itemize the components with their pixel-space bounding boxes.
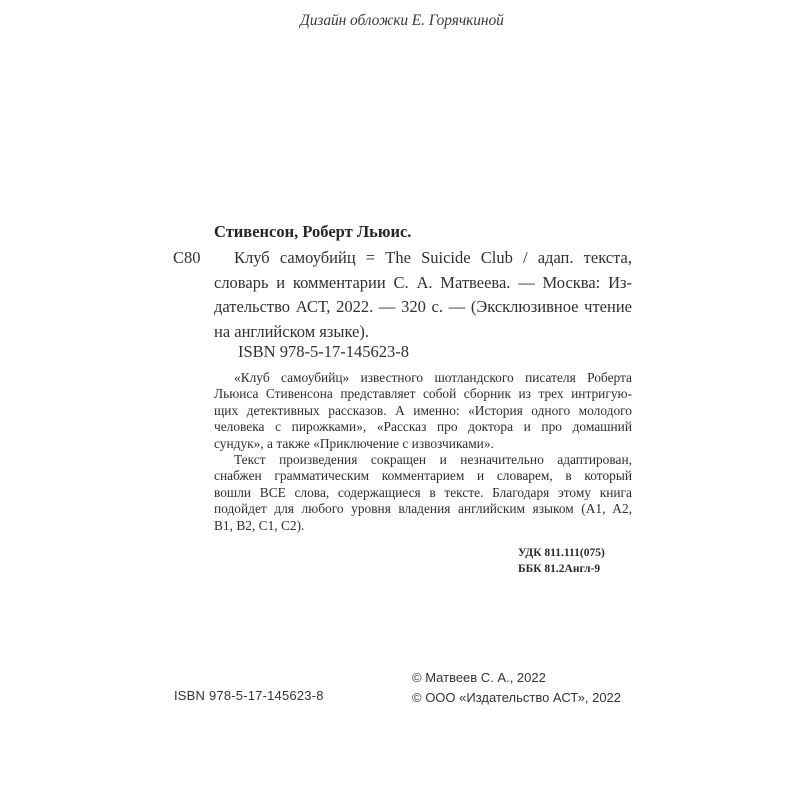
annotation-line: сундук», а также «Приключение с извозчиками». bbox=[214, 435, 494, 451]
catalog-author-mark: С80 bbox=[173, 248, 201, 267]
udk-code: УДК 811.111(075) bbox=[518, 547, 605, 559]
bibliographic-line: словарь и комментарии С. А. Матвеева. — Москва: Из- bbox=[214, 272, 632, 292]
bibliographic-line: дательство АСТ, 2022. — 320 с. — (Эксклюзивное чтение bbox=[214, 297, 632, 316]
annotation-line: человека с пирожками», «Рассказ про доктора и про домашний bbox=[214, 419, 632, 435]
annotation-line: снабжен грамматическим комментарием и словарем, в который bbox=[214, 468, 632, 484]
annotation-line: щих детективных рассказов. А именно: «История одного молодого bbox=[214, 402, 632, 418]
catalog-isbn: ISBN 978-5-17-145623-8 bbox=[238, 342, 409, 361]
footer-isbn: ISBN 978-5-17-145623-8 bbox=[174, 688, 324, 703]
catalog-author-heading: Стивенсон, Роберт Льюис. bbox=[214, 222, 412, 241]
annotation bbox=[214, 370, 632, 534]
copyright-line: © ООО «Издательство АСТ», 2022 bbox=[412, 690, 622, 705]
annotation-line: Текст произведения сокращен и незначительно адаптирован, bbox=[234, 452, 632, 468]
classification-codes bbox=[518, 545, 605, 577]
annotation-line: вошли ВСЕ слова, содержащиеся в тексте. Благодаря этому книга bbox=[214, 484, 632, 500]
bibliographic-description bbox=[214, 246, 632, 344]
annotation-line: B1, B2, C1, C2). bbox=[214, 517, 305, 533]
bbk-code: ББК 81.2Англ-9 bbox=[518, 563, 601, 575]
bibliographic-line: Клуб самоубийц = The Suicide Club / адап. текста, bbox=[234, 248, 632, 267]
copyright-line: © Матвеев С. А., 2022 bbox=[412, 670, 546, 685]
annotation-line: Льюиса Стивенсона представляет собой сборник из трех интригую- bbox=[214, 386, 632, 402]
cover-design-credit: Дизайн обложки Е. Горячкиной bbox=[300, 12, 504, 29]
annotation-line: «Клуб самоубийц» известного шотландского писателя Роберта bbox=[234, 370, 632, 385]
bibliographic-line: на английском языке). bbox=[214, 321, 370, 341]
copyright-block bbox=[412, 668, 621, 708]
annotation-line: подойдет для любого уровня владения английским языком (A1, A2, bbox=[214, 501, 632, 517]
